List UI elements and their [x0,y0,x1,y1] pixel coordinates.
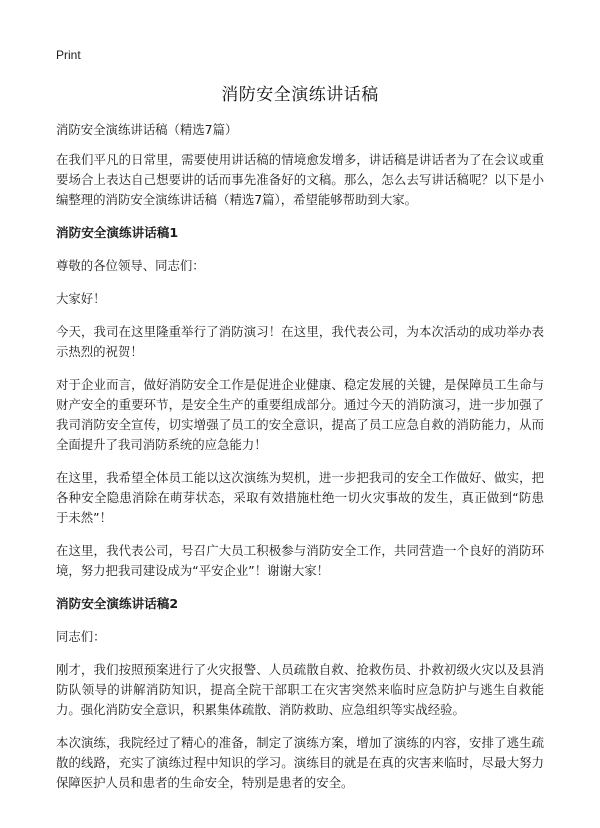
section-2-heading: 消防安全演练讲话稿2 [56,596,179,611]
section-2-paragraph-2: 本次演练，我院经过了精心的准备，制定了演练方案，增加了演练的内容，安排了逃生疏散的线路，充实了演练过程中知识的学习。演练目的就是在真的灾害来临时，尽最大努力保障医护人员和患者的生命安全，特别是患者的安全。 [56,735,544,790]
section-2-greeting: 同志们： [56,629,106,644]
intro-paragraph: 在我们平凡的日常里，需要使用讲话稿的情境愈发增多，讲话稿是讲话者为了在会议或重要场合上表达自己想要讲的话而事先准备好的文稿。那么，怎么去写讲话稿呢？以下是小编整理的消防安全演练讲话稿（精选7篇），希望能够帮助到大家。 [56,152,544,207]
section-1-paragraph-2: 对于企业而言，做好消防安全工作是促进企业健康、稳定发展的关键，是保障员工生命与财产安全的重要环节，是安全生产的重要组成部分。通过今天的消防演习，进一步加强了我司消防安全宣传，切实增强了员工的安全意识，提高了员工应急自救的消防能力，从而全面提升了我司消防系统的应急能力！ [56,377,544,452]
section-1-greeting: 尊敬的各位领导、同志们： [56,258,205,273]
section-2-paragraph-1: 刚才，我们按照预案进行了火灾报警、人员疏散自救、抢救伤员、扑救初级火灾以及县消防队领导的讲解消防知识，提高全院干部职工在灾害突然来临时应急防护与逃生自救能力。强化消防安全意识，积累集体疏散、消防救助、应急组织等实战经验。 [56,662,544,717]
document-subtitle: 消防安全演练讲话稿（精选7篇） [56,122,238,137]
document-body [56,120,544,806]
section-1-paragraph-1: 今天，我司在这里隆重举行了消防演习！在这里，我代表公司，为本次活动的成功举办表示热烈的祝贺！ [56,324,544,359]
section-1-hello: 大家好！ [56,291,106,306]
page-title: 消防安全演练讲话稿 [221,85,379,105]
section-1-paragraph-3: 在这里，我希望全体员工能以这次演练为契机，进一步把我司的安全工作做好、做实，把各种安全隐患消除在萌芽状态，采取有效措施杜绝一切火灾事故的发生，真正做到“防患于未然”！ [56,470,544,525]
section-1-paragraph-4: 在这里，我代表公司，号召广大员工积极参与消防安全工作，共同营造一个良好的消防环境，努力把我司建设成为“平安企业”！谢谢大家！ [56,543,544,578]
section-1-heading: 消防安全演练讲话稿1 [56,225,179,240]
print-link[interactable]: Print [56,48,81,62]
